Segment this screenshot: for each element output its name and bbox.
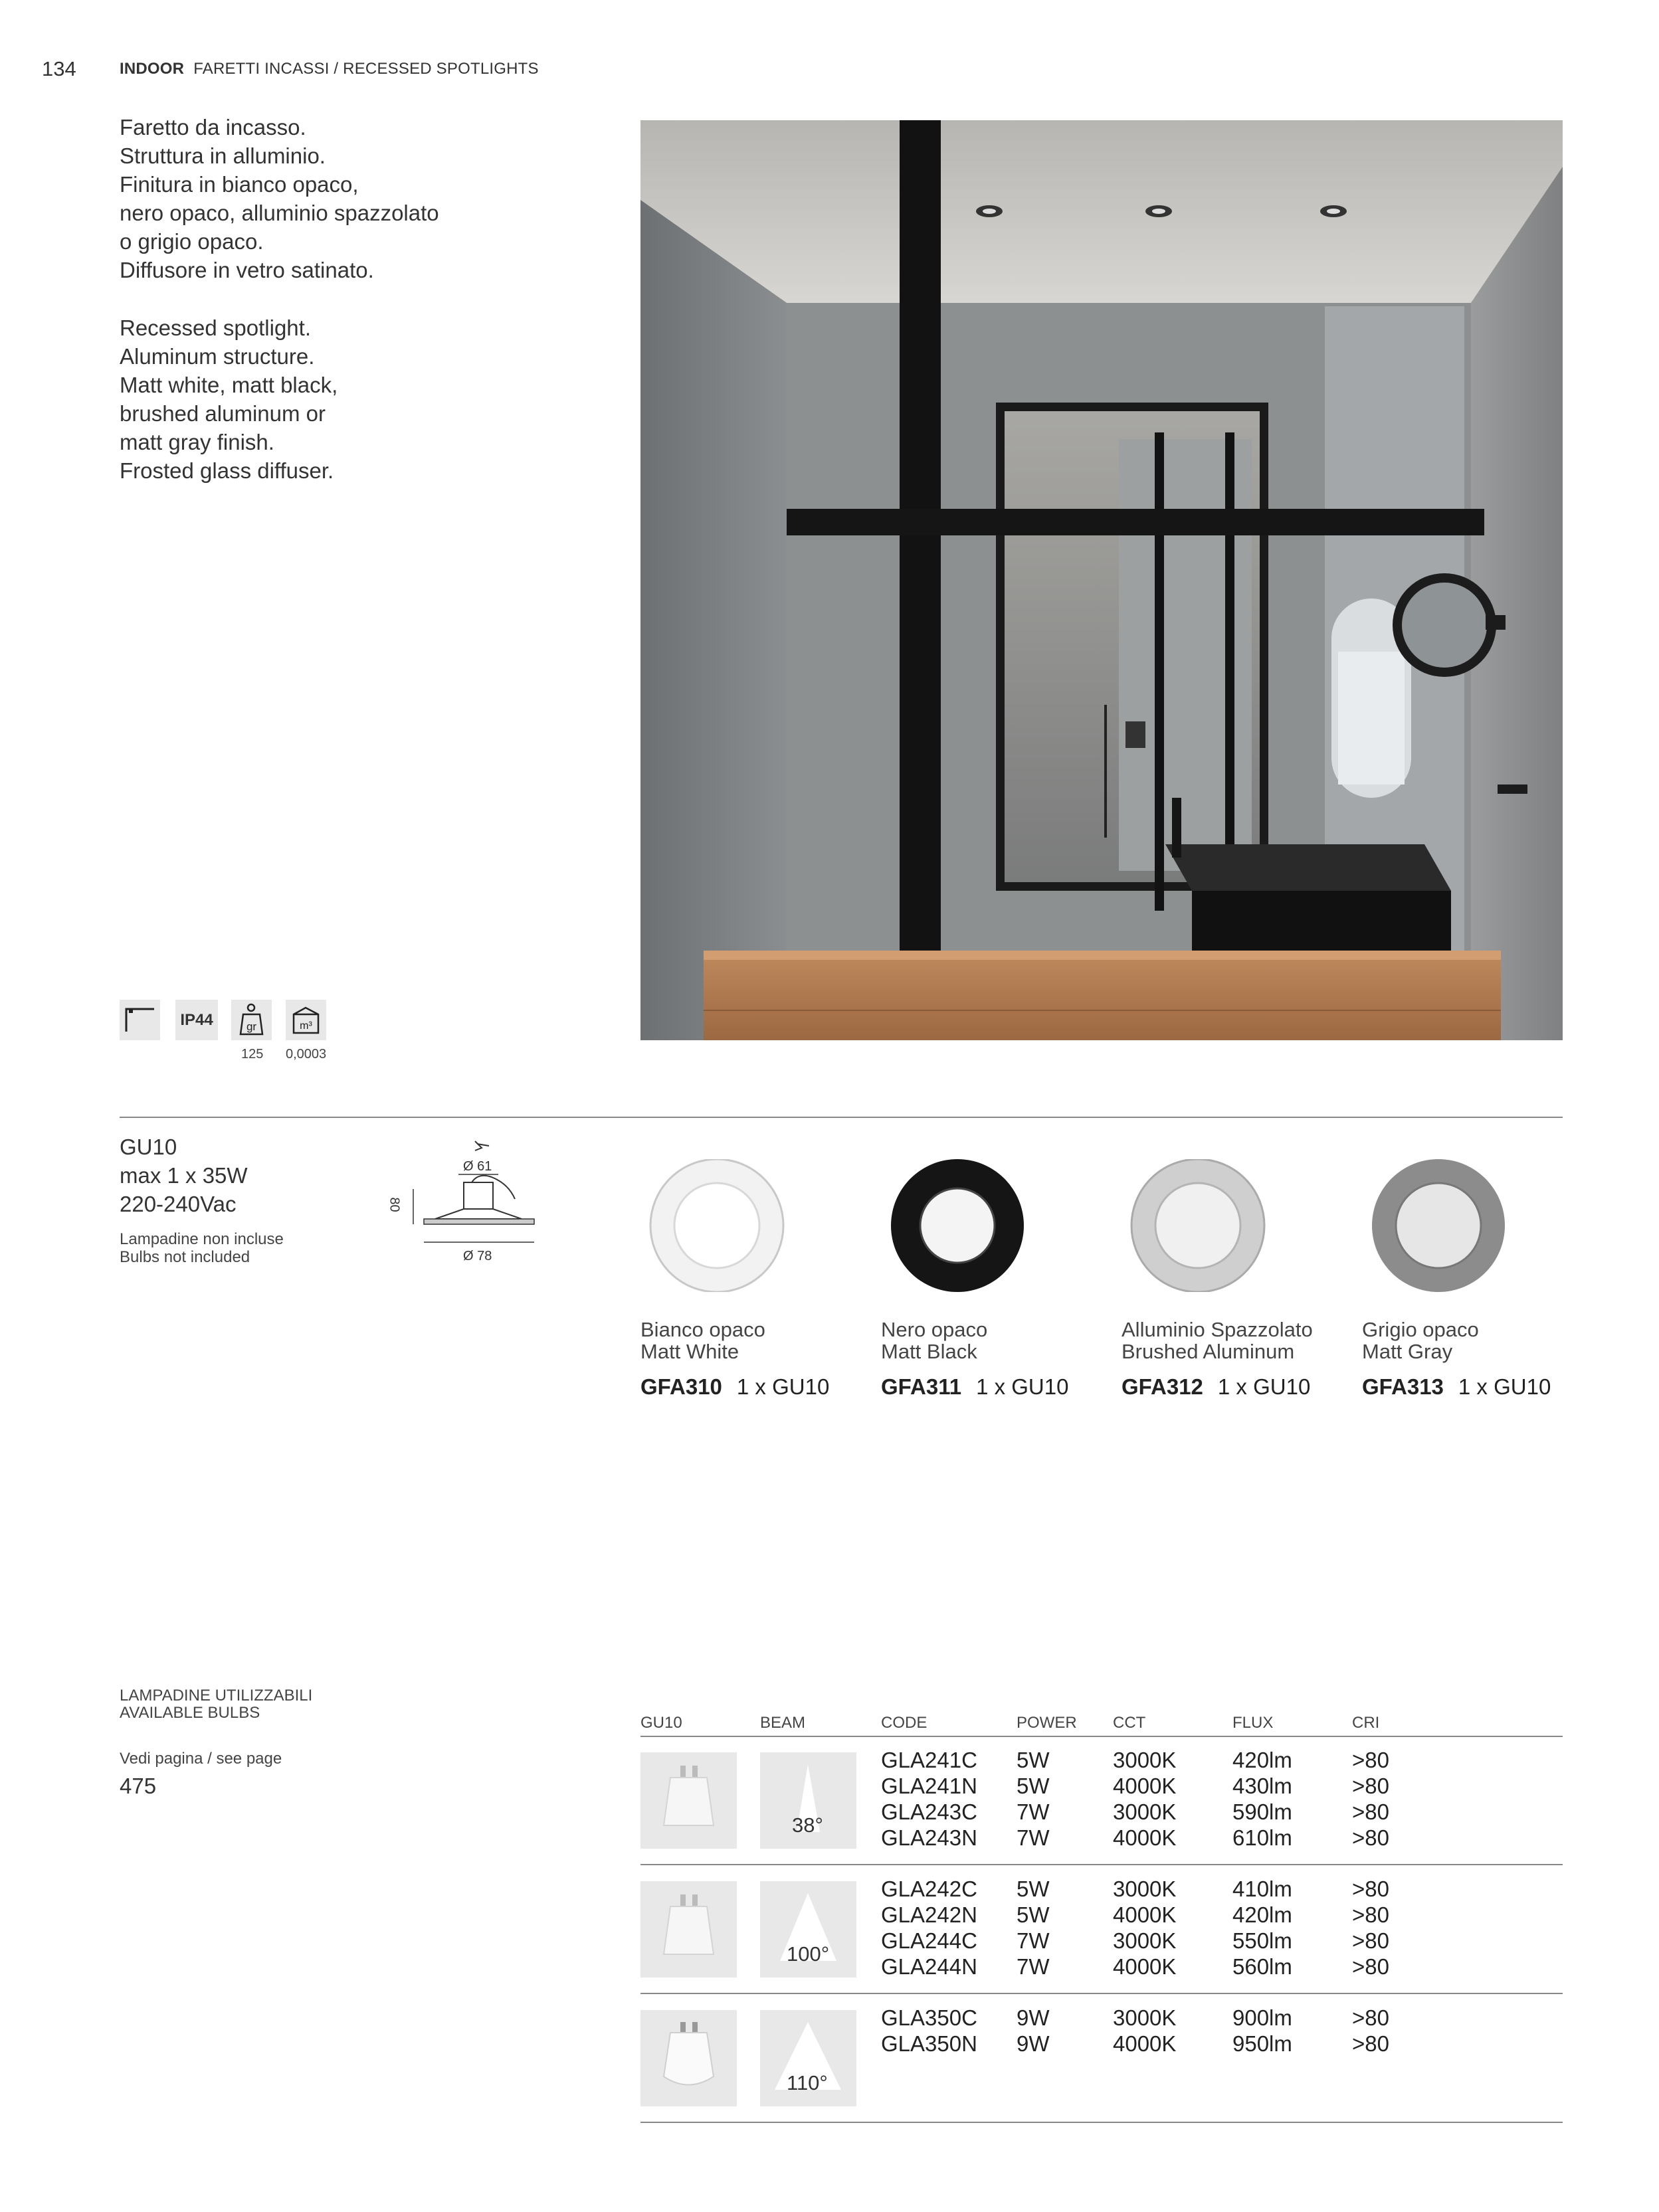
variant-name-en: Matt Gray	[1362, 1340, 1453, 1363]
description-line: matt gray finish.	[120, 430, 274, 454]
column-header-cri: CRI	[1352, 1714, 1380, 1732]
bulb-power: 7W	[1017, 1799, 1050, 1824]
bulb-cri: >80	[1352, 1799, 1389, 1824]
beam-angle-graphic	[760, 1752, 856, 1849]
ring-inner	[920, 1188, 995, 1263]
gu10-bulb-image	[640, 1881, 737, 1978]
beam-angle-label: 100°	[787, 1942, 830, 1966]
variant-matt-white[interactable]	[640, 1159, 880, 1400]
variant-code: GFA311	[881, 1374, 962, 1399]
bulb-power: 5W	[1017, 1774, 1050, 1798]
bulb-flux: 550lm	[1232, 1928, 1292, 1953]
height-dimension: 80	[387, 1197, 402, 1212]
group-divider	[640, 1864, 1563, 1865]
power-column	[1017, 2005, 1050, 2057]
variant-lamp: 1 x GU10	[976, 1374, 1069, 1399]
description-line: nero opaco, alluminio spazzolato	[120, 201, 439, 225]
bulb-cri: >80	[1352, 1748, 1389, 1772]
bulb-code: GLA241C	[881, 1748, 977, 1772]
code-column	[881, 2005, 977, 2057]
weight-icon-label: gr	[246, 1020, 257, 1033]
column-header-beam: BEAM	[760, 1714, 806, 1732]
bulb-cct: 4000K	[1113, 1954, 1177, 1979]
beam-angle-graphic	[760, 1881, 856, 1978]
see-page-label: Vedi pagina / see page	[120, 1750, 282, 1768]
cct-column	[1113, 2005, 1176, 2057]
bulb-cri: >80	[1352, 1928, 1389, 1953]
bulb-code: GLA243N	[881, 1825, 977, 1850]
bulb-cri: >80	[1352, 1902, 1389, 1927]
variant-name-en: Brushed Aluminum	[1122, 1340, 1295, 1363]
variant-name-en: Matt White	[640, 1340, 739, 1363]
bulb-code: GLA243C	[881, 1799, 977, 1824]
description-line: o grigio opaco.	[120, 229, 264, 254]
section-divider	[120, 1117, 1563, 1118]
power-column	[1017, 1747, 1050, 1851]
bulbs-title-line: LAMPADINE UTILIZZABILI	[120, 1687, 313, 1705]
description-line: brushed aluminum or	[120, 401, 326, 426]
variant-name-en: Matt Black	[881, 1340, 977, 1363]
section-label: INDOOR	[120, 60, 185, 78]
bulb-code: GLA244N	[881, 1954, 977, 1979]
spotlight-ring-image	[1362, 1159, 1515, 1292]
description-italian	[120, 113, 532, 284]
cct-column	[1113, 1876, 1176, 1980]
ring-inner	[1396, 1183, 1481, 1268]
bulb-cct: 3000K	[1113, 2005, 1177, 2030]
bulb-power: 5W	[1017, 1877, 1050, 1901]
volume-box-icon	[286, 1000, 326, 1040]
beam-angle-graphic	[760, 2010, 856, 2106]
bulb-cct: 4000K	[1113, 1774, 1177, 1798]
bulb-cri: >80	[1352, 2005, 1389, 2030]
column-header-flux: FLUX	[1232, 1714, 1274, 1732]
code-column	[881, 1876, 977, 1980]
note-line: Lampadine non incluse	[120, 1230, 284, 1248]
description-line: Diffusore in vetro satinato.	[120, 258, 374, 282]
bulbs-section-title	[120, 1687, 312, 1722]
spotlight-ring-image	[640, 1159, 793, 1292]
variant-code: GFA312	[1122, 1374, 1203, 1399]
variant-matt-gray[interactable]	[1362, 1159, 1601, 1400]
bulb-cct: 4000K	[1113, 2031, 1177, 2056]
cri-column	[1352, 2005, 1389, 2057]
cri-column	[1352, 1876, 1389, 1980]
bulb-power: 5W	[1017, 1902, 1050, 1927]
description-line: Finitura in bianco opaco,	[120, 172, 359, 197]
description-line: Frosted glass diffuser.	[120, 458, 334, 483]
bulb-cri: >80	[1352, 2031, 1389, 2056]
bulb-cct: 3000K	[1113, 1748, 1177, 1772]
flux-column	[1232, 1876, 1292, 1980]
bulb-flux: 430lm	[1232, 1774, 1292, 1798]
gu10-bulb-image	[640, 2010, 737, 2106]
note-line: Bulbs not included	[120, 1248, 250, 1266]
bulb-cri: >80	[1352, 1774, 1389, 1798]
spec-line: GU10	[120, 1135, 177, 1159]
recessed-mount-icon	[120, 1000, 160, 1040]
description-line: Aluminum structure.	[120, 344, 315, 369]
description-line: Recessed spotlight.	[120, 316, 311, 340]
product-photo	[640, 120, 1563, 1040]
page-header	[120, 60, 539, 78]
column-header-cct: CCT	[1113, 1714, 1146, 1732]
variant-name-it: Grigio opaco	[1362, 1318, 1479, 1341]
column-header-gu10: GU10	[640, 1714, 682, 1732]
bulb-power: 9W	[1017, 2031, 1050, 2056]
bulb-cct: 4000K	[1113, 1902, 1177, 1927]
variant-name-it: Nero opaco	[881, 1318, 988, 1341]
bulbs-title-line: AVAILABLE BULBS	[120, 1704, 260, 1722]
description-line: Faretto da incasso.	[120, 115, 306, 139]
description-line: Matt white, matt black,	[120, 373, 338, 397]
bulbs-note	[120, 1230, 284, 1266]
bulb-cct: 3000K	[1113, 1877, 1177, 1901]
column-header-code: CODE	[881, 1714, 927, 1732]
page-number: 134	[42, 57, 76, 80]
gu10-bulb-image	[640, 1752, 737, 1849]
cri-column	[1352, 1747, 1389, 1851]
bulb-code: GLA244C	[881, 1928, 977, 1953]
bulb-cri: >80	[1352, 1954, 1389, 1979]
variant-lamp: 1 x GU10	[736, 1374, 830, 1399]
variant-lamp: 1 x GU10	[1458, 1374, 1551, 1399]
bulb-cri: >80	[1352, 1825, 1389, 1850]
variant-name-it: Alluminio Spazzolato	[1122, 1318, 1313, 1341]
ring-inner	[674, 1183, 759, 1268]
bulb-group-38	[881, 1747, 977, 1851]
electrical-specs	[120, 1133, 248, 1218]
variant-name-it: Bianco opaco	[640, 1318, 765, 1341]
spotlight-ring-image	[1122, 1159, 1274, 1292]
bulb-flux: 560lm	[1232, 1954, 1292, 1979]
bulb-cct: 3000K	[1113, 1799, 1177, 1824]
dimension-drawing	[387, 1136, 551, 1275]
bulb-code: GLA242C	[881, 1877, 977, 1901]
bulb-cct: 3000K	[1113, 1928, 1177, 1953]
beam-angle-label: 38°	[792, 1813, 823, 1837]
bulb-code: GLA241N	[881, 1774, 977, 1798]
variant-brushed-aluminum[interactable]	[1122, 1159, 1361, 1400]
section-subtitle: FARETTI INCASSI / RECESSED SPOTLIGHTS	[193, 60, 539, 78]
code-column	[881, 1747, 977, 1851]
bottom-diameter: Ø 78	[463, 1249, 492, 1263]
variant-code: GFA313	[1362, 1374, 1444, 1399]
bulb-flux: 420lm	[1232, 1902, 1292, 1927]
top-diameter: Ø 61	[463, 1159, 492, 1174]
bulb-cct: 4000K	[1113, 1825, 1177, 1850]
variant-matt-black[interactable]	[881, 1159, 1120, 1400]
volume-value: 0,0003	[286, 1047, 327, 1061]
bulb-cri: >80	[1352, 1877, 1389, 1901]
flux-column	[1232, 2005, 1292, 2057]
see-page-link[interactable]: 475	[120, 1774, 157, 1798]
cct-column	[1113, 1747, 1176, 1851]
bulb-power: 7W	[1017, 1928, 1050, 1953]
bulb-flux: 410lm	[1232, 1877, 1292, 1901]
bulb-code: GLA350C	[881, 2005, 977, 2030]
flux-column	[1232, 1747, 1292, 1851]
bulb-power: 7W	[1017, 1825, 1050, 1850]
beam-angle-label: 110°	[787, 2071, 828, 2094]
bulb-flux: 950lm	[1232, 2031, 1292, 2056]
bulb-power: 9W	[1017, 2005, 1050, 2030]
variant-code: GFA310	[640, 1374, 722, 1399]
table-header-divider	[640, 1736, 1563, 1737]
ip-rating-badge: IP44	[175, 1000, 218, 1040]
bulb-flux: 610lm	[1232, 1825, 1292, 1850]
bulb-flux: 590lm	[1232, 1799, 1292, 1824]
description-line: Struttura in alluminio.	[120, 143, 326, 168]
spec-line: max 1 x 35W	[120, 1163, 248, 1188]
group-divider	[640, 1993, 1563, 1994]
variant-lamp: 1 x GU10	[1217, 1374, 1311, 1399]
bulb-flux: 420lm	[1232, 1748, 1292, 1772]
bulb-code: GLA242N	[881, 1902, 977, 1927]
bulb-power: 7W	[1017, 1954, 1050, 1979]
weight-value: 125	[241, 1047, 264, 1061]
volume-icon-label: m³	[300, 1020, 312, 1032]
table-bottom-divider	[640, 2122, 1563, 2123]
bulb-flux: 900lm	[1232, 2005, 1292, 2030]
power-column	[1017, 1876, 1050, 1980]
weight-icon	[231, 1000, 272, 1040]
description-english	[120, 314, 532, 485]
ring-inner	[1155, 1183, 1240, 1268]
spec-line: 220-240Vac	[120, 1192, 237, 1216]
column-header-power: POWER	[1017, 1714, 1077, 1732]
bulb-power: 5W	[1017, 1748, 1050, 1772]
spotlight-ring-image	[881, 1159, 1034, 1292]
bulb-code: GLA350N	[881, 2031, 977, 2056]
